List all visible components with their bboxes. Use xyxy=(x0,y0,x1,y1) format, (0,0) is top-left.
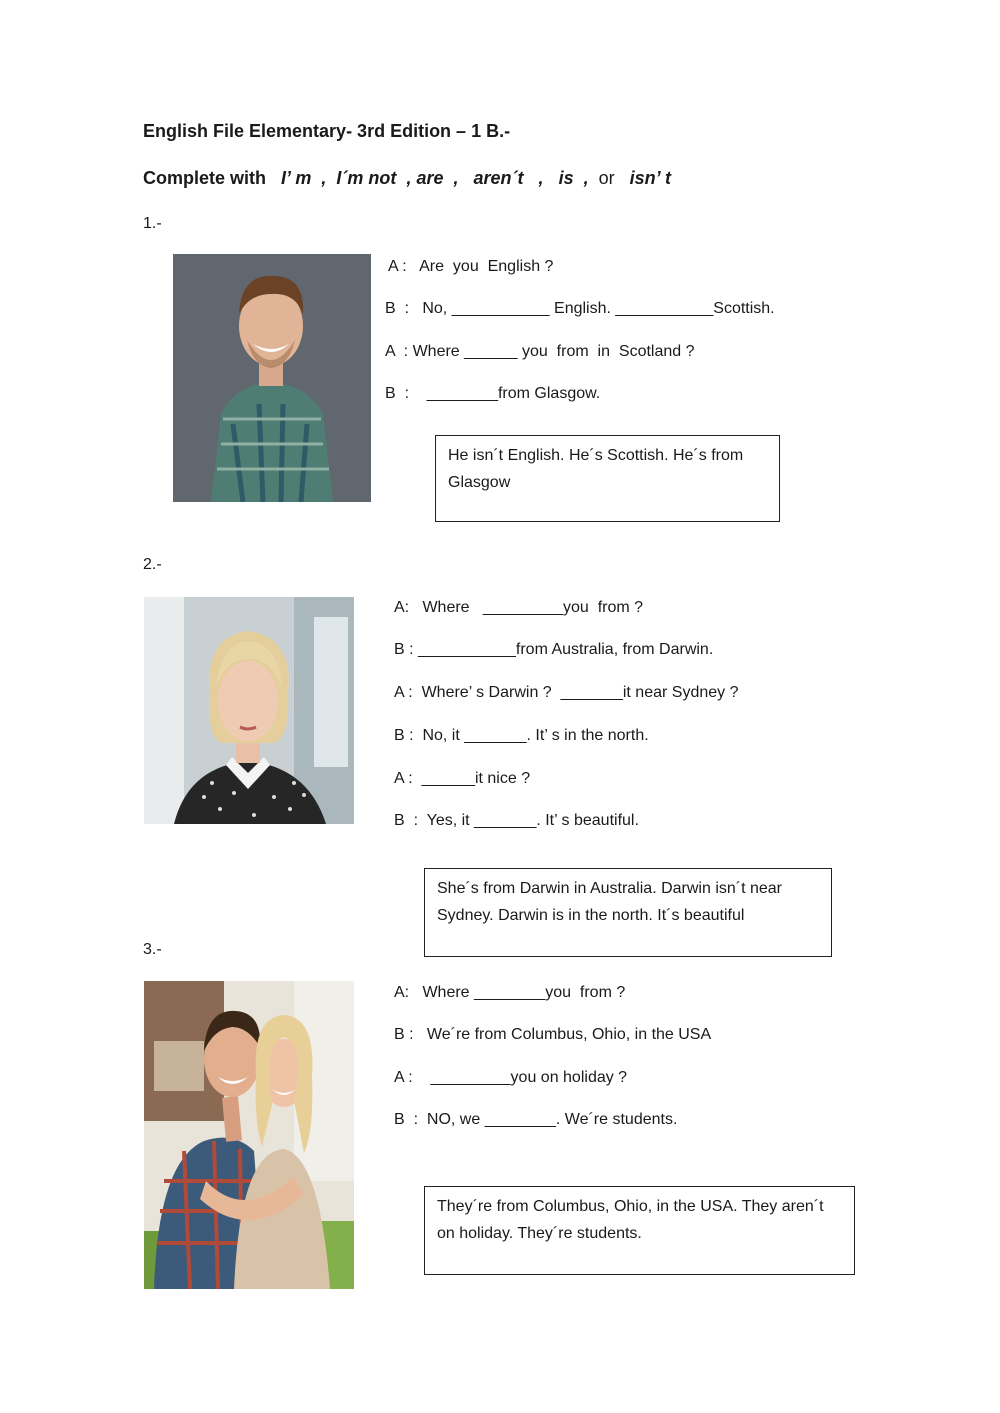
option-im-not: I´m not xyxy=(336,168,397,188)
dialogue-line: B : We´re from Columbus, Ohio, in the USA xyxy=(394,1026,712,1043)
exercise-number: 3.- xyxy=(143,941,162,958)
dialogue-line: A: Where _________you from ? xyxy=(394,599,644,616)
dialogue-line: B : ___________from Australia, from Darwin. xyxy=(394,641,714,658)
dialogue-line: B : NO, we ________. We´re students. xyxy=(394,1111,678,1128)
dialogue-line: B : No, it _______. It’ s in the north. xyxy=(394,727,649,744)
dialogue-line: A : Where ______ you from in Scotland ? xyxy=(385,343,695,360)
dialogue-line: A : Where’ s Darwin ? _______it near Sydney ? xyxy=(394,684,739,701)
dialogue-line: A: Where ________you from ? xyxy=(394,984,626,1001)
exercise-number: 2.- xyxy=(143,556,162,573)
dialogue-line: A : _________you on holiday ? xyxy=(394,1069,628,1086)
option-sep: , xyxy=(583,168,589,188)
answer-box: They´re from Columbus, Ohio, in the USA. They aren´t on holiday. They´re students. xyxy=(424,1186,855,1275)
answer-box: She´s from Darwin in Australia. Darwin isn´t near Sydney. Darwin is in the north. It´s beautiful xyxy=(424,868,832,957)
option-im: I’ m xyxy=(281,168,312,188)
instruction-line xyxy=(143,168,671,189)
option-sep: , xyxy=(453,168,459,188)
option-sep: , xyxy=(321,168,327,188)
worksheet-title: English File Elementary- 3rd Edition – 1 B.- xyxy=(143,121,511,141)
exercise-number: 1.- xyxy=(143,215,162,232)
dialogue-line: A : ______it nice ? xyxy=(394,770,531,787)
dialogue-line: A : Are you English ? xyxy=(388,258,554,275)
option-sep: , xyxy=(538,168,544,188)
photo-blonde-woman xyxy=(144,597,354,824)
dialogue-line: B : ________from Glasgow. xyxy=(385,385,601,402)
option-arent: aren´t xyxy=(473,168,524,188)
option-isnt: isn’ t xyxy=(629,168,672,188)
option-are: , are xyxy=(406,168,444,188)
dialogue-line: B : Yes, it _______. It’ s beautiful. xyxy=(394,812,639,829)
dialogue-line: B : No, ___________ English. ___________Scottish. xyxy=(385,300,775,317)
photo-young-couple xyxy=(144,981,354,1289)
answer-box: He isn´t English. He´s Scottish. He´s from Glasgow xyxy=(435,435,780,522)
option-is: is xyxy=(558,168,574,188)
photo-young-man xyxy=(173,254,371,502)
instruction-lead: Complete with xyxy=(143,168,267,188)
option-or: or xyxy=(598,168,615,188)
